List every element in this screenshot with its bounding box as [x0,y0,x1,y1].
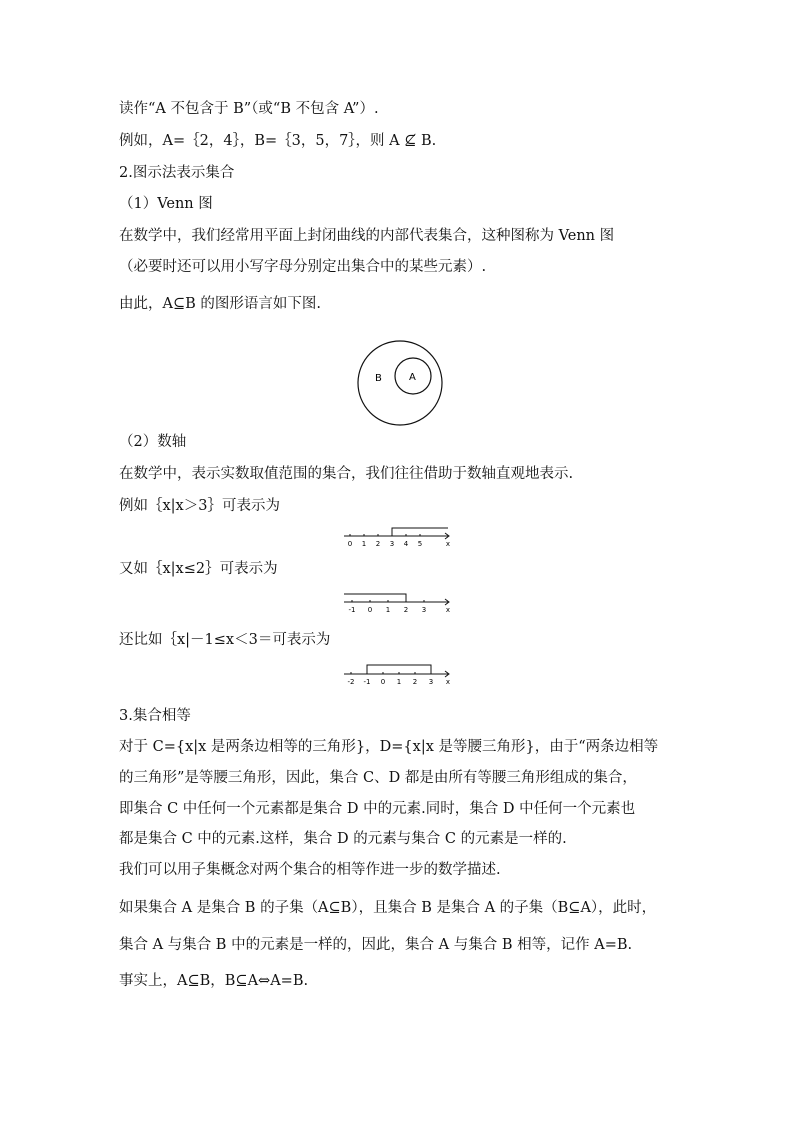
section-heading-equality: 3.集合相等 [119,708,191,724]
text-line-18: 我们可以用子集概念对两个集合的相等作进一步的数学描述. [119,862,501,878]
text-line-16: 即集合 C 中任何一个元素都是集合 D 中的元素.同时，集合 D 中任何一个元素也 [119,801,636,817]
tick-label: 0 [367,606,373,614]
axis-var-label: x [445,606,451,614]
text-line-20: 集合 A 与集合 B 中的元素是一样的，因此，集合 A 与集合 B 相等，记作 A=B. [119,937,633,953]
number-line-x-gt-3 [342,526,454,552]
axis-var-label: x [445,678,451,686]
subheading-number-line: （2）数轴 [119,434,187,450]
text-line-1: 读作“A 不包含于 B”（或“B 不包含 A”）. [119,101,379,117]
text-line-10: 例如｛x|x＞3｝可表示为 [119,498,280,514]
tick-label: 5 [417,540,423,548]
tick-label: 3 [421,606,427,614]
text-line-15: 的三角形”是等腰三角形，因此，集合 C、D 都是由所有等腰三角形组成的集合， [119,770,637,786]
text-line-14: 对于 C={x|x 是两条边相等的三角形}，D={x|x 是等腰三角形}，由于“两条边相等 [119,739,659,755]
subheading-venn: （1）Venn 图 [119,196,213,212]
tick-label: 1 [396,678,402,686]
tick-label: 4 [403,540,409,548]
text-line-21: 事实上，A⊆B，B⊆A⇔A=B. [119,973,309,989]
section-heading-diagram: 2.图示法表示集合 [119,165,235,181]
tick-label: 2 [375,540,381,548]
tick-label: 2 [403,606,409,614]
tick-label: -1 [348,606,356,614]
text-line-2: 例如，A=｛2，4｝，B=｛3，5，7｝，则 A ⊈ B. [119,133,437,149]
tick-label: 1 [385,606,391,614]
venn-diagram [355,338,445,432]
text-line-5: 在数学中，我们经常用平面上封闭曲线的内部代表集合，这种图称为 Venn 图 [119,228,615,244]
text-line-17: 都是集合 C 中的元素.这样，集合 D 的元素与集合 C 的元素是一样的. [119,831,567,847]
text-line-11: 又如｛x|x≤2｝可表示为 [119,561,278,577]
text-line-9: 在数学中，表示实数取值范围的集合，我们往往借助于数轴直观地表示. [119,466,574,482]
number-line-interval [342,662,454,690]
tick-label: 0 [380,678,386,686]
tick-label: -2 [347,678,355,686]
venn-label-a: A [409,372,416,383]
axis-var-label: x [445,540,451,548]
venn-label-b: B [375,373,382,384]
tick-label: 3 [428,678,434,686]
tick-label: 1 [361,540,367,548]
text-line-19: 如果集合 A 是集合 B 的子集（A⊆B），且集合 B 是集合 A 的子集（B⊆A），此时， [119,900,657,916]
text-line-12: 还比如｛x|－1≤x＜3＝可表示为 [119,632,331,648]
tick-label: -1 [363,678,371,686]
tick-label: 0 [347,540,353,548]
text-line-6: （必要时还可以用小写字母分别定出集合中的某些元素）. [119,259,487,275]
text-line-7: 由此，A⊆B 的图形语言如下图. [119,296,321,312]
tick-label: 3 [389,540,395,548]
number-line-x-le-2 [342,592,454,618]
tick-label: 2 [412,678,418,686]
